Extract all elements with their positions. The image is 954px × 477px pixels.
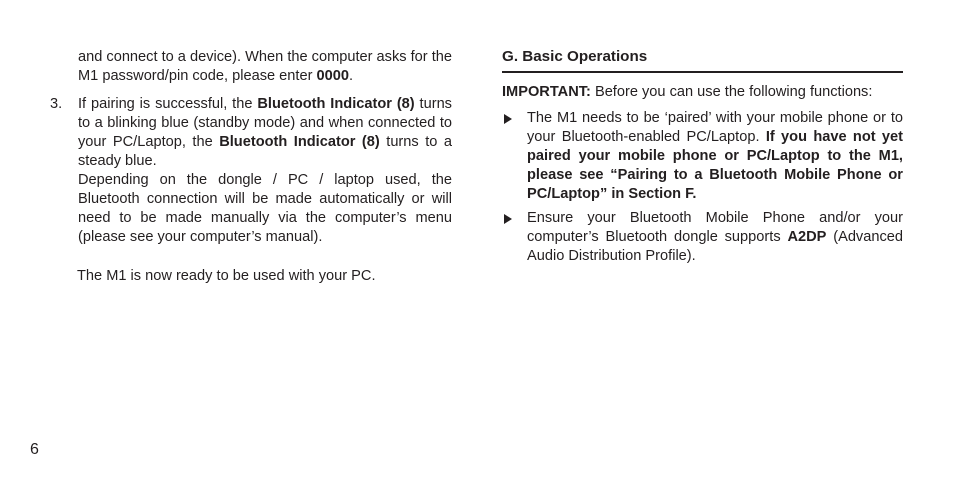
section-heading: G. Basic Operations <box>502 47 903 73</box>
a2dp-label: A2DP <box>787 229 827 245</box>
bullet-1-bold: If you have not yet paired your mobile phone or PC/Laptop to the M1, please see “Pairing to a Bluetooth Mobile Phone or PC/Laptop” in Section F. <box>527 129 903 202</box>
triangle-bullet-icon <box>504 214 512 224</box>
important-text: Before you can use the following functions: <box>590 84 873 100</box>
bullet-1-text <box>527 109 903 204</box>
step-3-text-1: If pairing is successful, the <box>78 96 258 112</box>
important-label: IMPORTANT: <box>502 84 591 100</box>
step-3-text-3: turns to a steady blue. <box>78 134 452 169</box>
continued-text: and connect to a device). When the computer asks for the M1 password/pin code, please enter <box>78 49 452 84</box>
bullet-2-part-2: (Advanced Audio Distribution Profile). <box>527 229 903 264</box>
step-3-paragraph <box>78 95 452 171</box>
step-3-text-2: turns to a blinking blue (standby mode) and when connected to your PC/Laptop, the <box>78 96 452 150</box>
continued-paragraph <box>78 48 452 86</box>
bullet-2-text <box>527 209 903 266</box>
continued-end: . <box>348 68 354 84</box>
page-number: 6 <box>30 441 39 458</box>
bullet-1-part-1: The M1 needs to be ‘paired’ with your mobile phone or to your Bluetooth-enabled PC/Laptop. <box>527 110 903 145</box>
important-note <box>502 83 903 102</box>
bullet-item-a2dp <box>502 209 903 266</box>
bluetooth-indicator-label-1: Bluetooth Indicator (8) <box>257 96 415 112</box>
ready-note: The M1 is now ready to be used with your PC. <box>77 268 376 284</box>
pin-code: 0000 <box>316 68 349 84</box>
step-number: 3. <box>50 96 63 112</box>
bullet-item-pairing <box>502 109 903 204</box>
bullet-2-part-1: Ensure your Bluetooth Mobile Phone and/or your computer’s Bluetooth dongle supports <box>527 210 903 245</box>
triangle-bullet-icon <box>504 114 512 124</box>
step-3 <box>50 95 452 247</box>
bluetooth-indicator-label-2: Bluetooth Indicator (8) <box>219 134 380 150</box>
left-column <box>50 48 452 286</box>
step-3-paragraph-2: Depending on the dongle / PC / laptop used, the Bluetooth connection will be made automatically or will need to be made manually via the computer’s menu (please see your computer’s manual). <box>78 172 452 245</box>
right-column <box>502 47 903 266</box>
